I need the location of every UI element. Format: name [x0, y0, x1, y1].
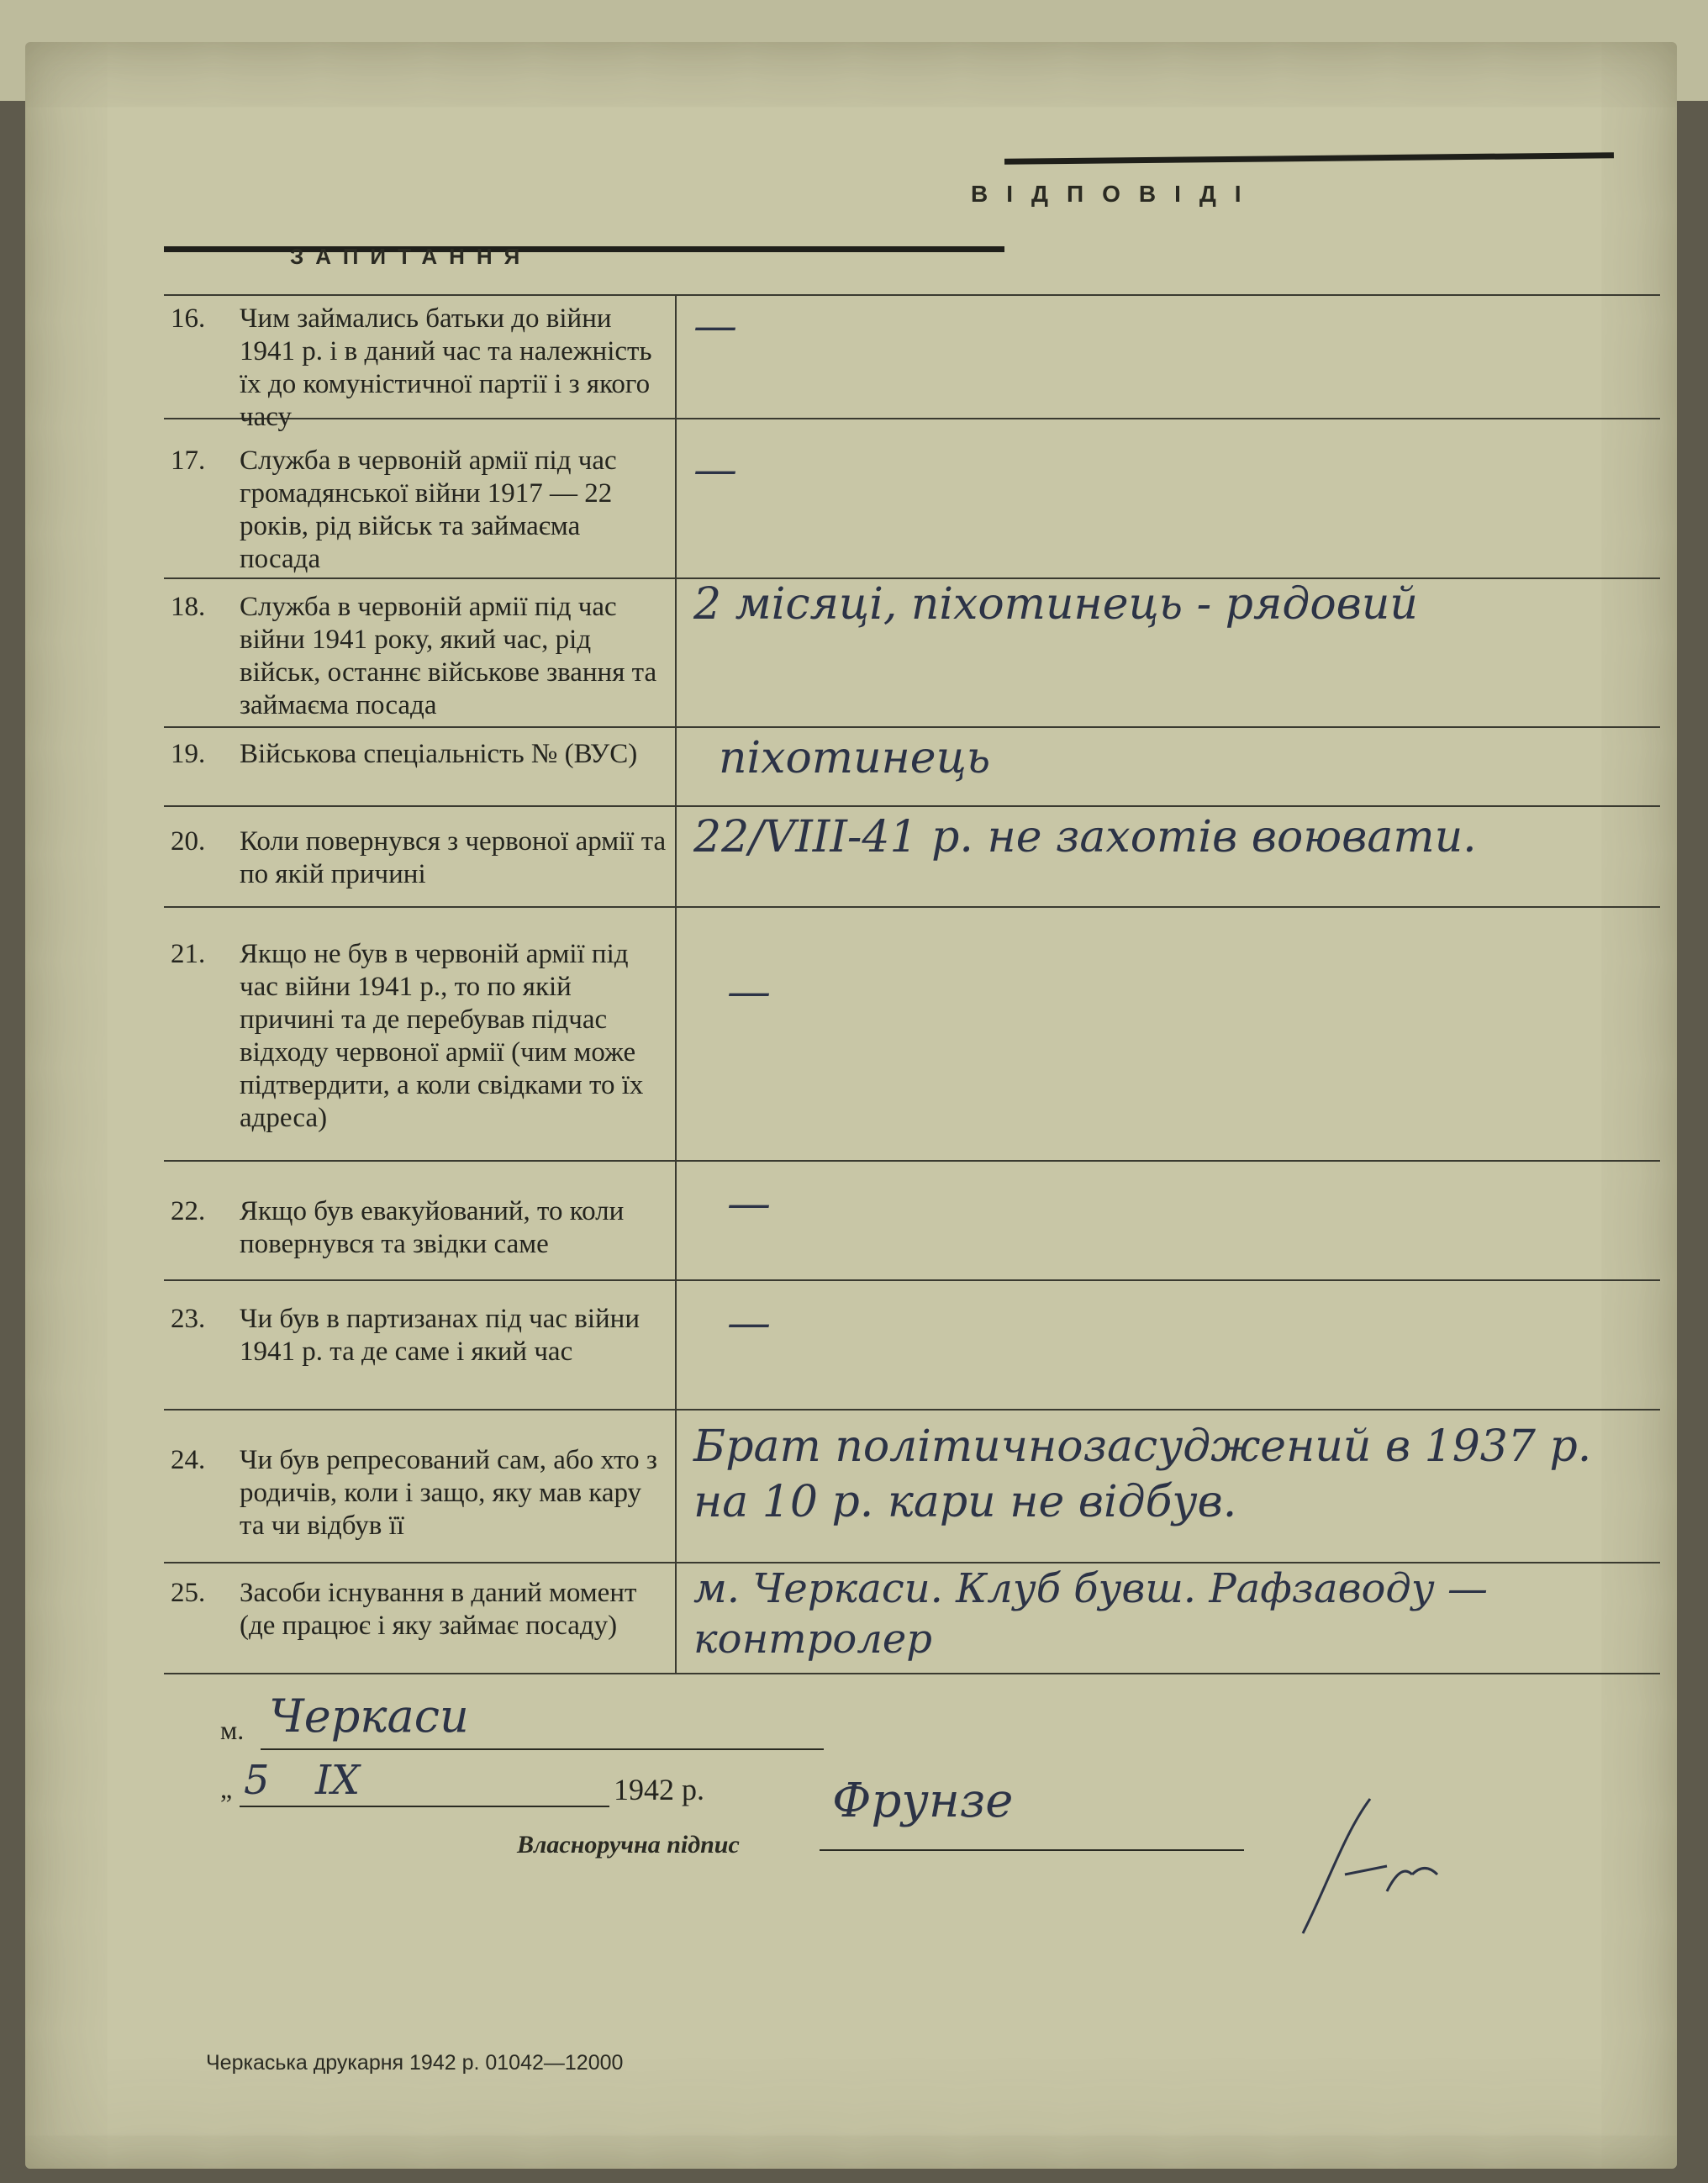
answer-text: 2 місяці, піхотинець - рядовий [693, 579, 1418, 630]
table-row [164, 1411, 1660, 1563]
signature-underline [820, 1849, 1244, 1851]
answer-cell[interactable] [677, 296, 1660, 418]
question-number: 24. [171, 1445, 206, 1475]
answer-text: піхотинець [719, 733, 991, 783]
question-cell [164, 1563, 677, 1673]
question-number: 21. [171, 939, 206, 969]
question-cell [164, 296, 677, 432]
signature[interactable]: Фрунзе [832, 1774, 1014, 1828]
answer-text: — [727, 1298, 771, 1348]
question-cell [164, 807, 677, 906]
question-number: 25. [171, 1578, 206, 1608]
answer-cell[interactable] [677, 579, 1660, 726]
city-underline [261, 1748, 824, 1750]
date-underline [240, 1806, 609, 1807]
answer-cell[interactable] [677, 807, 1660, 906]
signature-label: Власноручна підпис [517, 1831, 740, 1859]
questions-header: ЗАПИТАННЯ [290, 244, 532, 269]
table-row [164, 294, 1660, 432]
question-number: 19. [171, 739, 206, 769]
question-text: Якщо не був в червоній армії під час війни 1941 р., то по якій причині та де перебував підчас відходу червоної армії (чим може підтвердити, а коли свідками то їх адреса) [240, 939, 644, 1133]
date-month[interactable]: IX [315, 1757, 361, 1804]
answer-cell[interactable] [677, 419, 1660, 577]
table-row [164, 728, 1660, 807]
question-number: 22. [171, 1196, 206, 1226]
city-prefix: м. [220, 1715, 245, 1745]
table-row [164, 1563, 1660, 1674]
answer-text: — [693, 301, 737, 351]
question-number: 23. [171, 1304, 206, 1334]
answer-text: Брат політичнозасуджений в 1937 р. на 10 р. кари не відбув. [693, 1421, 1592, 1527]
date-prefix: „ [220, 1774, 233, 1804]
question-text: Якщо був евакуйований, то коли повернувся та звідки саме [240, 1196, 625, 1259]
question-text: Чи був в партизанах під час війни 1941 р. та де саме і який час [240, 1304, 640, 1367]
table-row [164, 908, 1660, 1162]
margin-initials-mark [1294, 1782, 1446, 1950]
answer-text: — [693, 445, 737, 495]
answer-cell[interactable] [677, 728, 1660, 805]
answer-text: — [727, 1179, 771, 1229]
date-year: 1942 р. [614, 1773, 704, 1806]
question-cell [164, 728, 677, 805]
question-number: 17. [171, 446, 206, 476]
table-row [164, 807, 1660, 908]
answers-header: ВІДПОВІДІ [971, 181, 1260, 207]
city-value[interactable]: Черкаси [269, 1690, 469, 1743]
question-text: Військова спеціальність № (ВУС) [240, 739, 638, 769]
question-number: 16. [171, 303, 206, 334]
printer-imprint: Черкаська друкарня 1942 р. 01042—12000 [206, 2051, 624, 2075]
answer-text: 22/VIII-41 р. не захотів воювати. [693, 812, 1477, 862]
question-text: Засоби існування в даний момент (де працює і яку займає посаду) [240, 1578, 637, 1641]
answer-cell[interactable] [677, 908, 1660, 1160]
question-text: Служба в червоній армії під час громадянської війни 1917 — 22 років, рід військ та займаєма посада [240, 446, 617, 574]
question-cell [164, 908, 677, 1160]
answer-cell[interactable] [677, 1411, 1660, 1562]
question-text: Коли повернувся з червоної армії та по якій причині [240, 826, 667, 889]
table-header [164, 156, 1614, 248]
question-cell [164, 1281, 677, 1409]
table-row [164, 1162, 1660, 1281]
table-row [164, 419, 1660, 579]
question-text: Служба в червоній армії під час війни 1941 року, який час, рід військ, останнє військове звання та займаєма посада [240, 592, 657, 720]
answer-text: м. Черкаси. Клуб бувш. Рафзаводу — контролер [693, 1565, 1488, 1663]
answer-text: — [727, 967, 771, 1017]
question-cell [164, 419, 677, 577]
answer-cell[interactable] [677, 1162, 1660, 1279]
question-number: 20. [171, 826, 206, 857]
questions-table [164, 294, 1660, 1674]
question-cell [164, 579, 677, 726]
date-day[interactable]: 5 [244, 1757, 270, 1804]
question-text: Чим займались батьки до війни 1941 р. і в даний час та належність їх до комуністичної партії і з якого часу [240, 303, 652, 432]
question-cell [164, 1411, 677, 1562]
table-row [164, 579, 1660, 728]
answer-cell[interactable] [677, 1281, 1660, 1409]
question-text: Чи був репресований сам, або хто з родичів, коли і защо, яку мав кару та чи відбув її [240, 1445, 657, 1541]
answer-cell[interactable] [677, 1563, 1660, 1673]
question-number: 18. [171, 592, 206, 622]
question-cell [164, 1162, 677, 1279]
table-row [164, 1281, 1660, 1411]
